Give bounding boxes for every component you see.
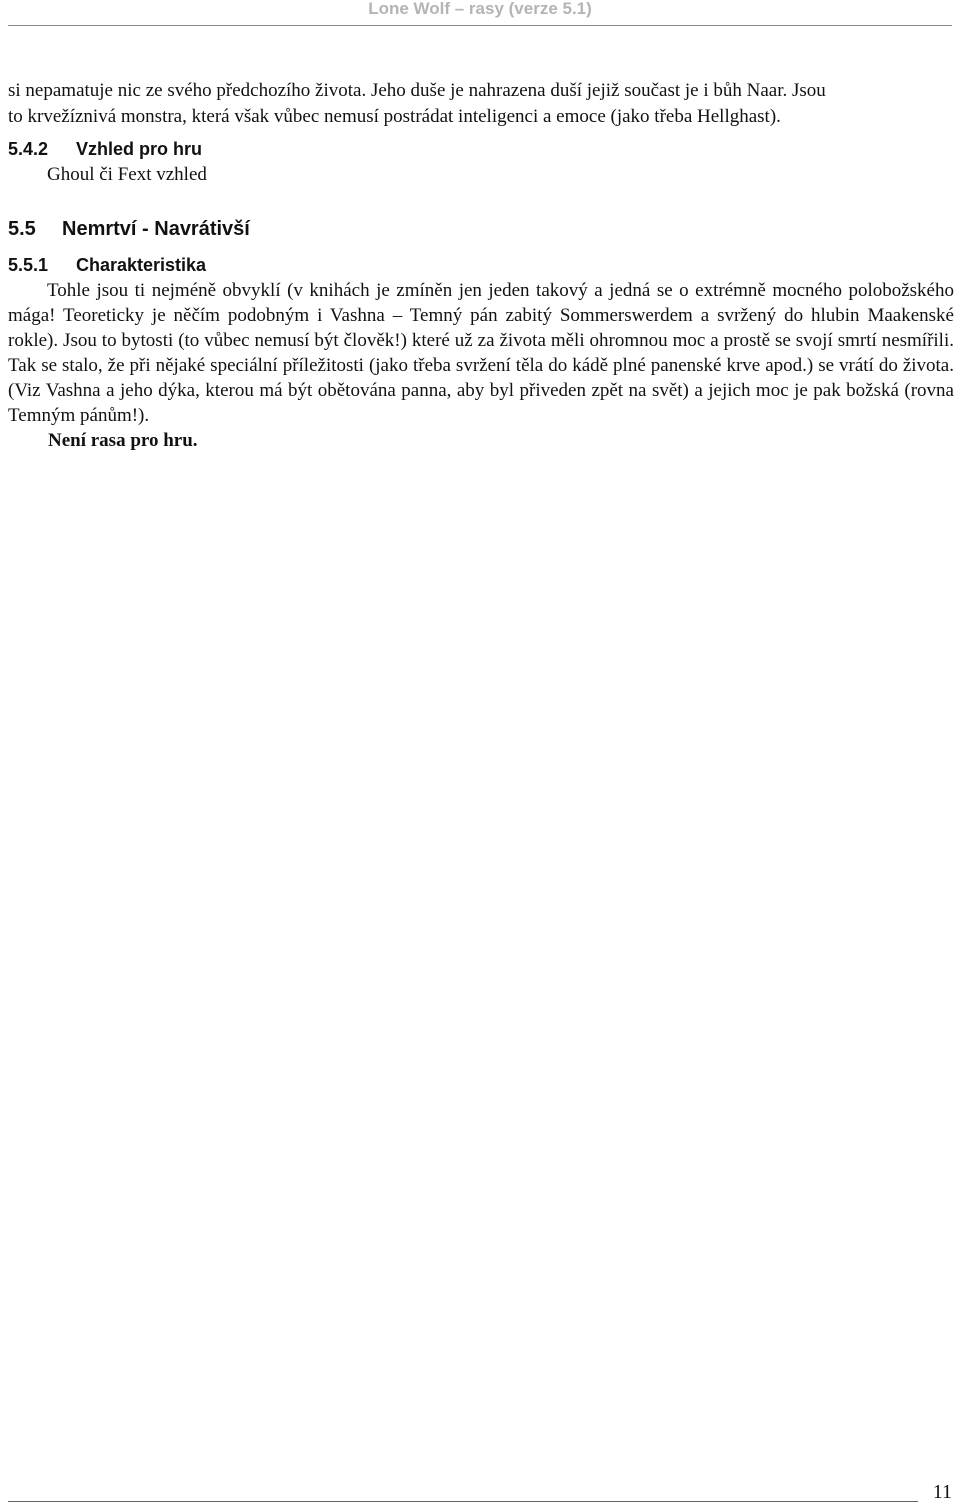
header-divider	[8, 25, 952, 26]
intro-line-1: si nepamatuje nic ze svého předchozího života. Jeho duše je nahrazena duší jejiž součast je i bůh Naar. Jsou	[8, 80, 826, 101]
section-number: 5.5.1	[8, 255, 49, 275]
section-5-4-2-heading	[8, 136, 954, 162]
section-title: Nemrtví - Navrátivší	[62, 218, 250, 240]
page-header	[0, 0, 960, 30]
section-5-5-1-text: Tohle jsou ti nejméně obvyklí (v knihách je zmíněn jen jeden takový a jedná se o extrémně mocného polobožského mága! Teoreticky je něčím podobným i Vashna – Temný pán zabitý Sommerswerdem a svržený do hlubin Maakenské rokle). Jsou to bytosti (to vůbec nemusí být člověk!) které už za života měli ohromnou moc a prostě se svojí smrtí nesmířili. Tak se stalo, že při nějaké speciální příležitosti (jako třeba svržení těla do kádě plné panenské krve apod.) se vrátí do života. (Viz Vashna a jeho dýka, kterou má být obětována panna, aby byl přiveden zpět na svět) a jejich moc je pak božská (rovna Temným pánům!).	[8, 280, 954, 426]
header-title: Lone Wolf – rasy (verze 5.1)	[368, 0, 592, 18]
intro-line-2: to krvežíznivá monstra, která však vůbec nemusí postrádat inteligenci a emoce (jako třeba Hellghast).	[8, 106, 781, 127]
page-number: 11	[932, 1481, 952, 1503]
document-body	[8, 78, 954, 454]
footer-divider	[8, 1501, 918, 1502]
section-number: 5.5	[8, 218, 36, 240]
section-title: Charakteristika	[76, 255, 207, 275]
section-5-4-2-text: Ghoul či Fext vzhled	[47, 164, 207, 185]
section-5-5-1-heading	[8, 252, 954, 278]
section-5-5-heading	[8, 214, 954, 244]
section-title: Vzhled pro hru	[76, 139, 202, 159]
section-5-5-1-note: Není rasa pro hru.	[48, 430, 198, 451]
section-number: 5.4.2	[8, 139, 49, 159]
